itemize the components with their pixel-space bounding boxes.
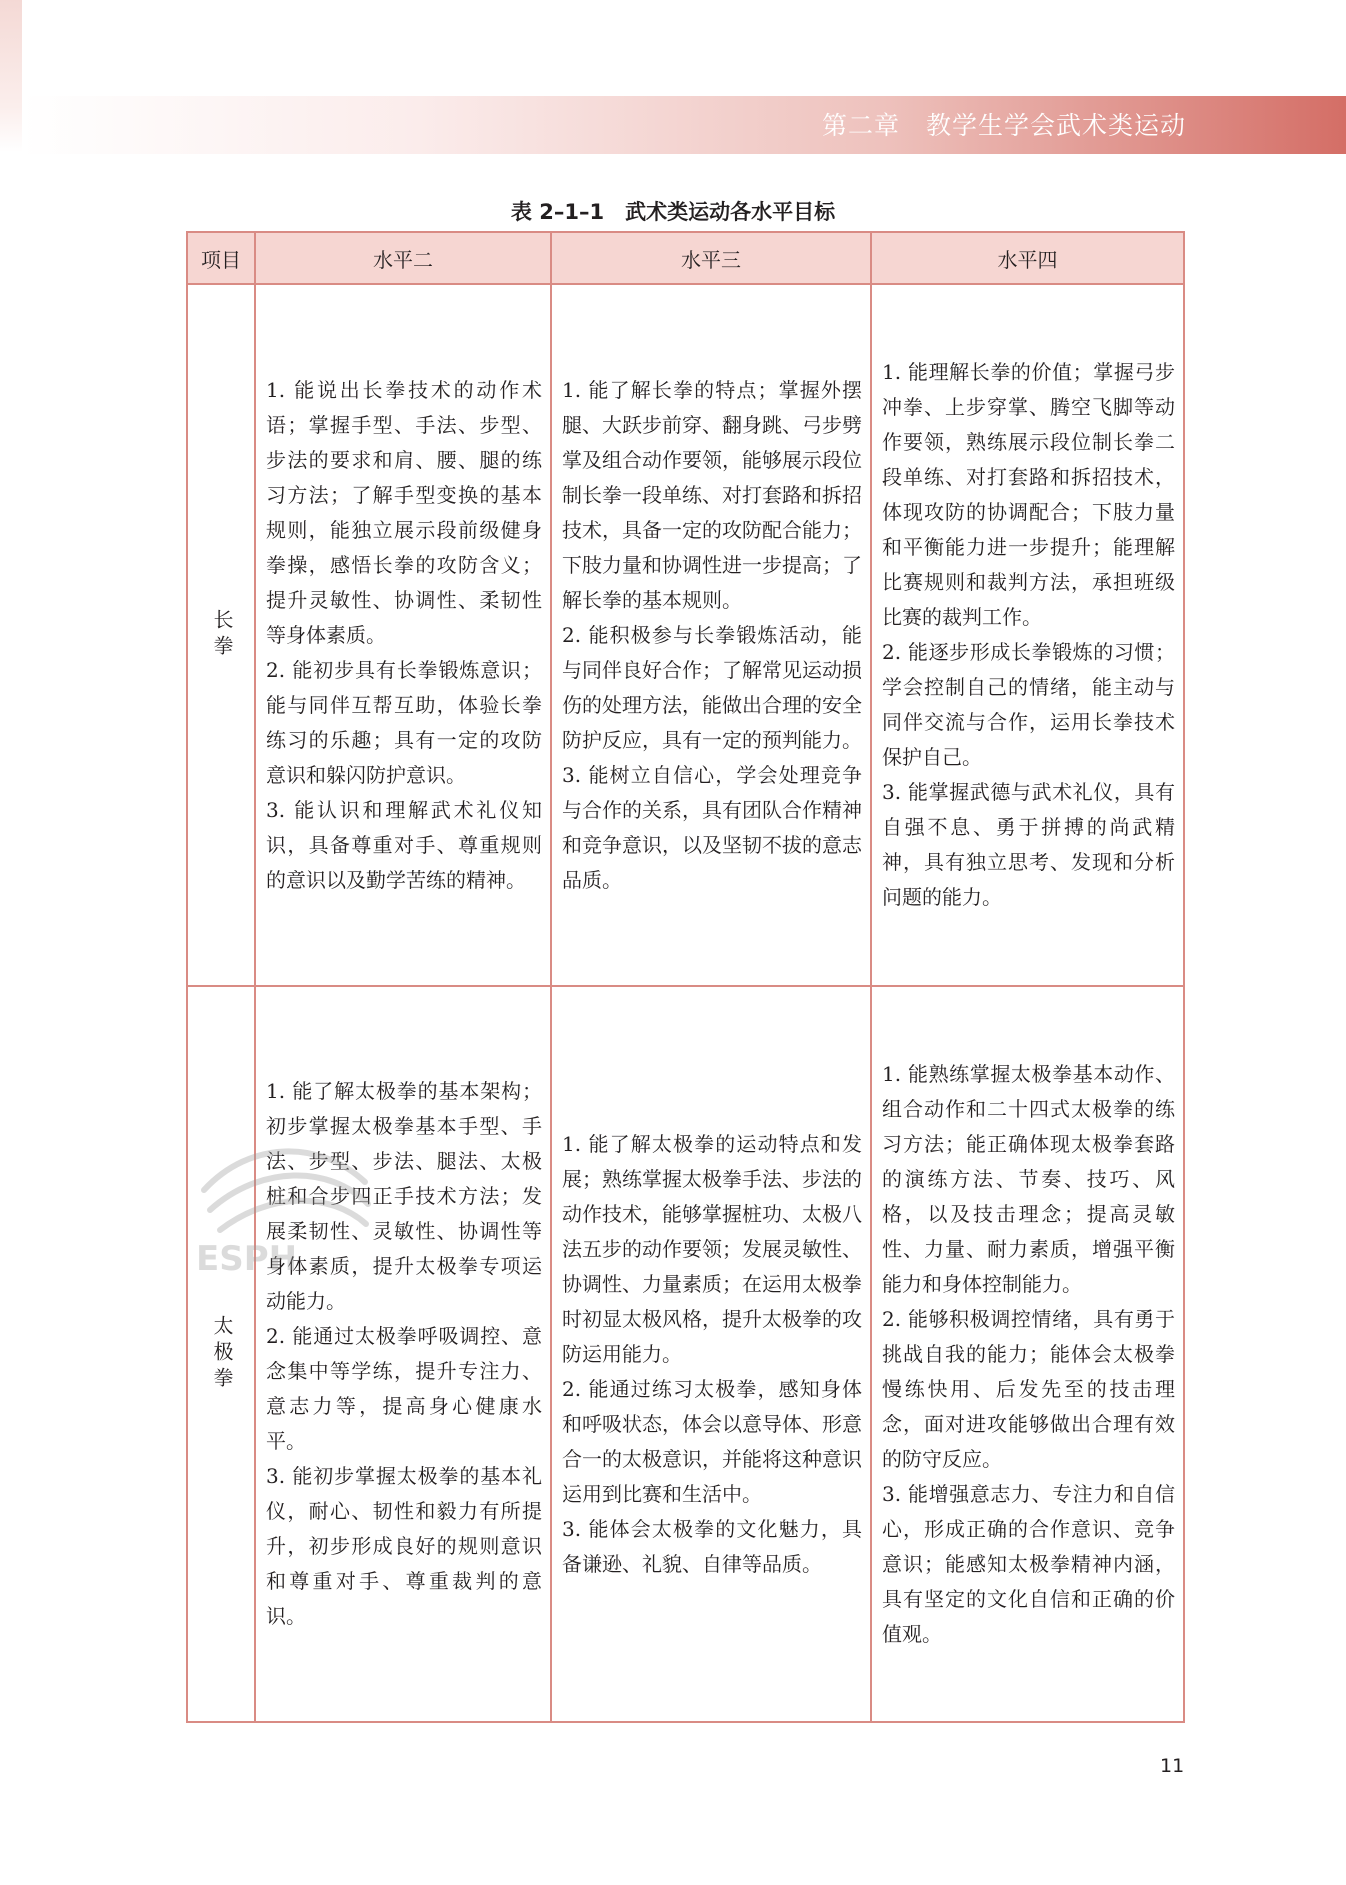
goal-cell-changquan-level-4: 1. 能理解长拳的价值；掌握弓步冲拳、上步穿掌、腾空飞脚等动作要领，熟练展示段位制长拳二段单练、对打套路和拆招技术，体现攻防的协调配合；下肢力量和平衡能力进一步提升；能理解比赛规则和裁判方法，承担班级比赛的裁判工作。 2. 能逐步形成长拳锻炼的习惯；学会控制自己的情绪，能主动与同伴交流与合作，运用长拳技术保护自己。 3. 能掌握武德与武术礼仪，具有自强不息、勇于拼搏的尚武精神，具有独立思考、发现和分析问题的能力。: [871, 284, 1184, 986]
column-header-level-2: 水平二: [255, 232, 551, 284]
table-header-row: [187, 232, 1184, 284]
table-row-taijiquan: [187, 986, 1184, 1722]
column-header-project: 项目: [187, 232, 255, 284]
goal-cell-taijiquan-level-4: 1. 能熟练掌握太极拳基本动作、组合动作和二十四式太极拳的练习方法；能正确体现太极拳套路的演练方法、节奏、技巧、风格，以及技击理念；提高灵敏性、力量、耐力素质，增强平衡能力和身体控制能力。 2. 能够积极调控情绪，具有勇于挑战自我的能力；能体会太极拳慢练快用、后发先至的技击理念，面对进攻能够做出合理有效的防守反应。 3. 能增强意志力、专注力和自信心，形成正确的合作意识、竞争意识；能感知太极拳精神内涵，具有坚定的文化自信和正确的价值观。: [871, 986, 1184, 1722]
project-cell-changquan: 长拳: [187, 284, 255, 986]
corner-tab-decoration: [0, 0, 22, 152]
goal-cell-taijiquan-level-3: 1. 能了解太极拳的运动特点和发展；熟练掌握太极拳手法、步法的动作技术，能够掌握桩功、太极八法五步的动作要领；发展灵敏性、协调性、力量素质；在运用太极拳时初显太极风格，提升太极拳的攻防运用能力。 2. 能通过练习太极拳，感知身体和呼吸状态，体会以意导体、形意合一的太极意识，并能将这种意识运用到比赛和生活中。 3. 能体会太极拳的文化魅力，具备谦逊、礼貌、自律等品质。: [551, 986, 871, 1722]
goal-cell-changquan-level-2: 1. 能说出长拳技术的动作术语；掌握手型、手法、步型、步法的要求和肩、腰、腿的练习方法；了解手型变换的基本规则，能独立展示段前级健身拳操，感悟长拳的攻防含义；提升灵敏性、协调性、柔韧性等身体素质。 2. 能初步具有长拳锻炼意识；能与同伴互帮互助，体验长拳练习的乐趣；具有一定的攻防意识和躲闪防护意识。 3. 能认识和理解武术礼仪知识，具备尊重对手、尊重规则的意识以及勤学苦练的精神。: [255, 284, 551, 986]
column-header-level-4: 水平四: [871, 232, 1184, 284]
project-cell-taijiquan: 太极拳: [187, 986, 255, 1722]
goals-table: [186, 231, 1185, 1723]
table-caption: 表 2–1–1 武术类运动各水平目标: [510, 200, 836, 224]
goal-cell-taijiquan-level-2: 1. 能了解太极拳的基本架构；初步掌握太极拳基本手型、手法、步型、步法、腿法、太极桩和合步四正手技术方法；发展柔韧性、灵敏性、协调性等身体素质，提升太极拳专项运动能力。 2. 能通过太极拳呼吸调控、意念集中等学练，提升专注力、意志力等，提高身心健康水平。 3. 能初步掌握太极拳的基本礼仪，耐心、韧性和毅力有所提升，初步形成良好的规则意识和尊重对手、尊重裁判的意识。: [255, 986, 551, 1722]
column-header-level-3: 水平三: [551, 232, 871, 284]
goal-cell-changquan-level-3: 1. 能了解长拳的特点；掌握外摆腿、大跃步前穿、翻身跳、弓步劈掌及组合动作要领，能够展示段位制长拳一段单练、对打套路和拆招技术，具备一定的攻防配合能力；下肢力量和协调性进一步提高；了解长拳的基本规则。 2. 能积极参与长拳锻炼活动，能与同伴良好合作；了解常见运动损伤的处理方法，能做出合理的安全防护反应，具有一定的预判能力。 3. 能树立自信心，学会处理竞争与合作的关系，具有团队合作精神和竞争意识，以及坚韧不拔的意志品质。: [551, 284, 871, 986]
watermark-text: ESPH: [196, 1239, 298, 1279]
page-number: 11: [1160, 1755, 1185, 1777]
table-row-changquan: [187, 284, 1184, 986]
chapter-title: 第二章 教学生学会武术类运动: [821, 111, 1186, 140]
